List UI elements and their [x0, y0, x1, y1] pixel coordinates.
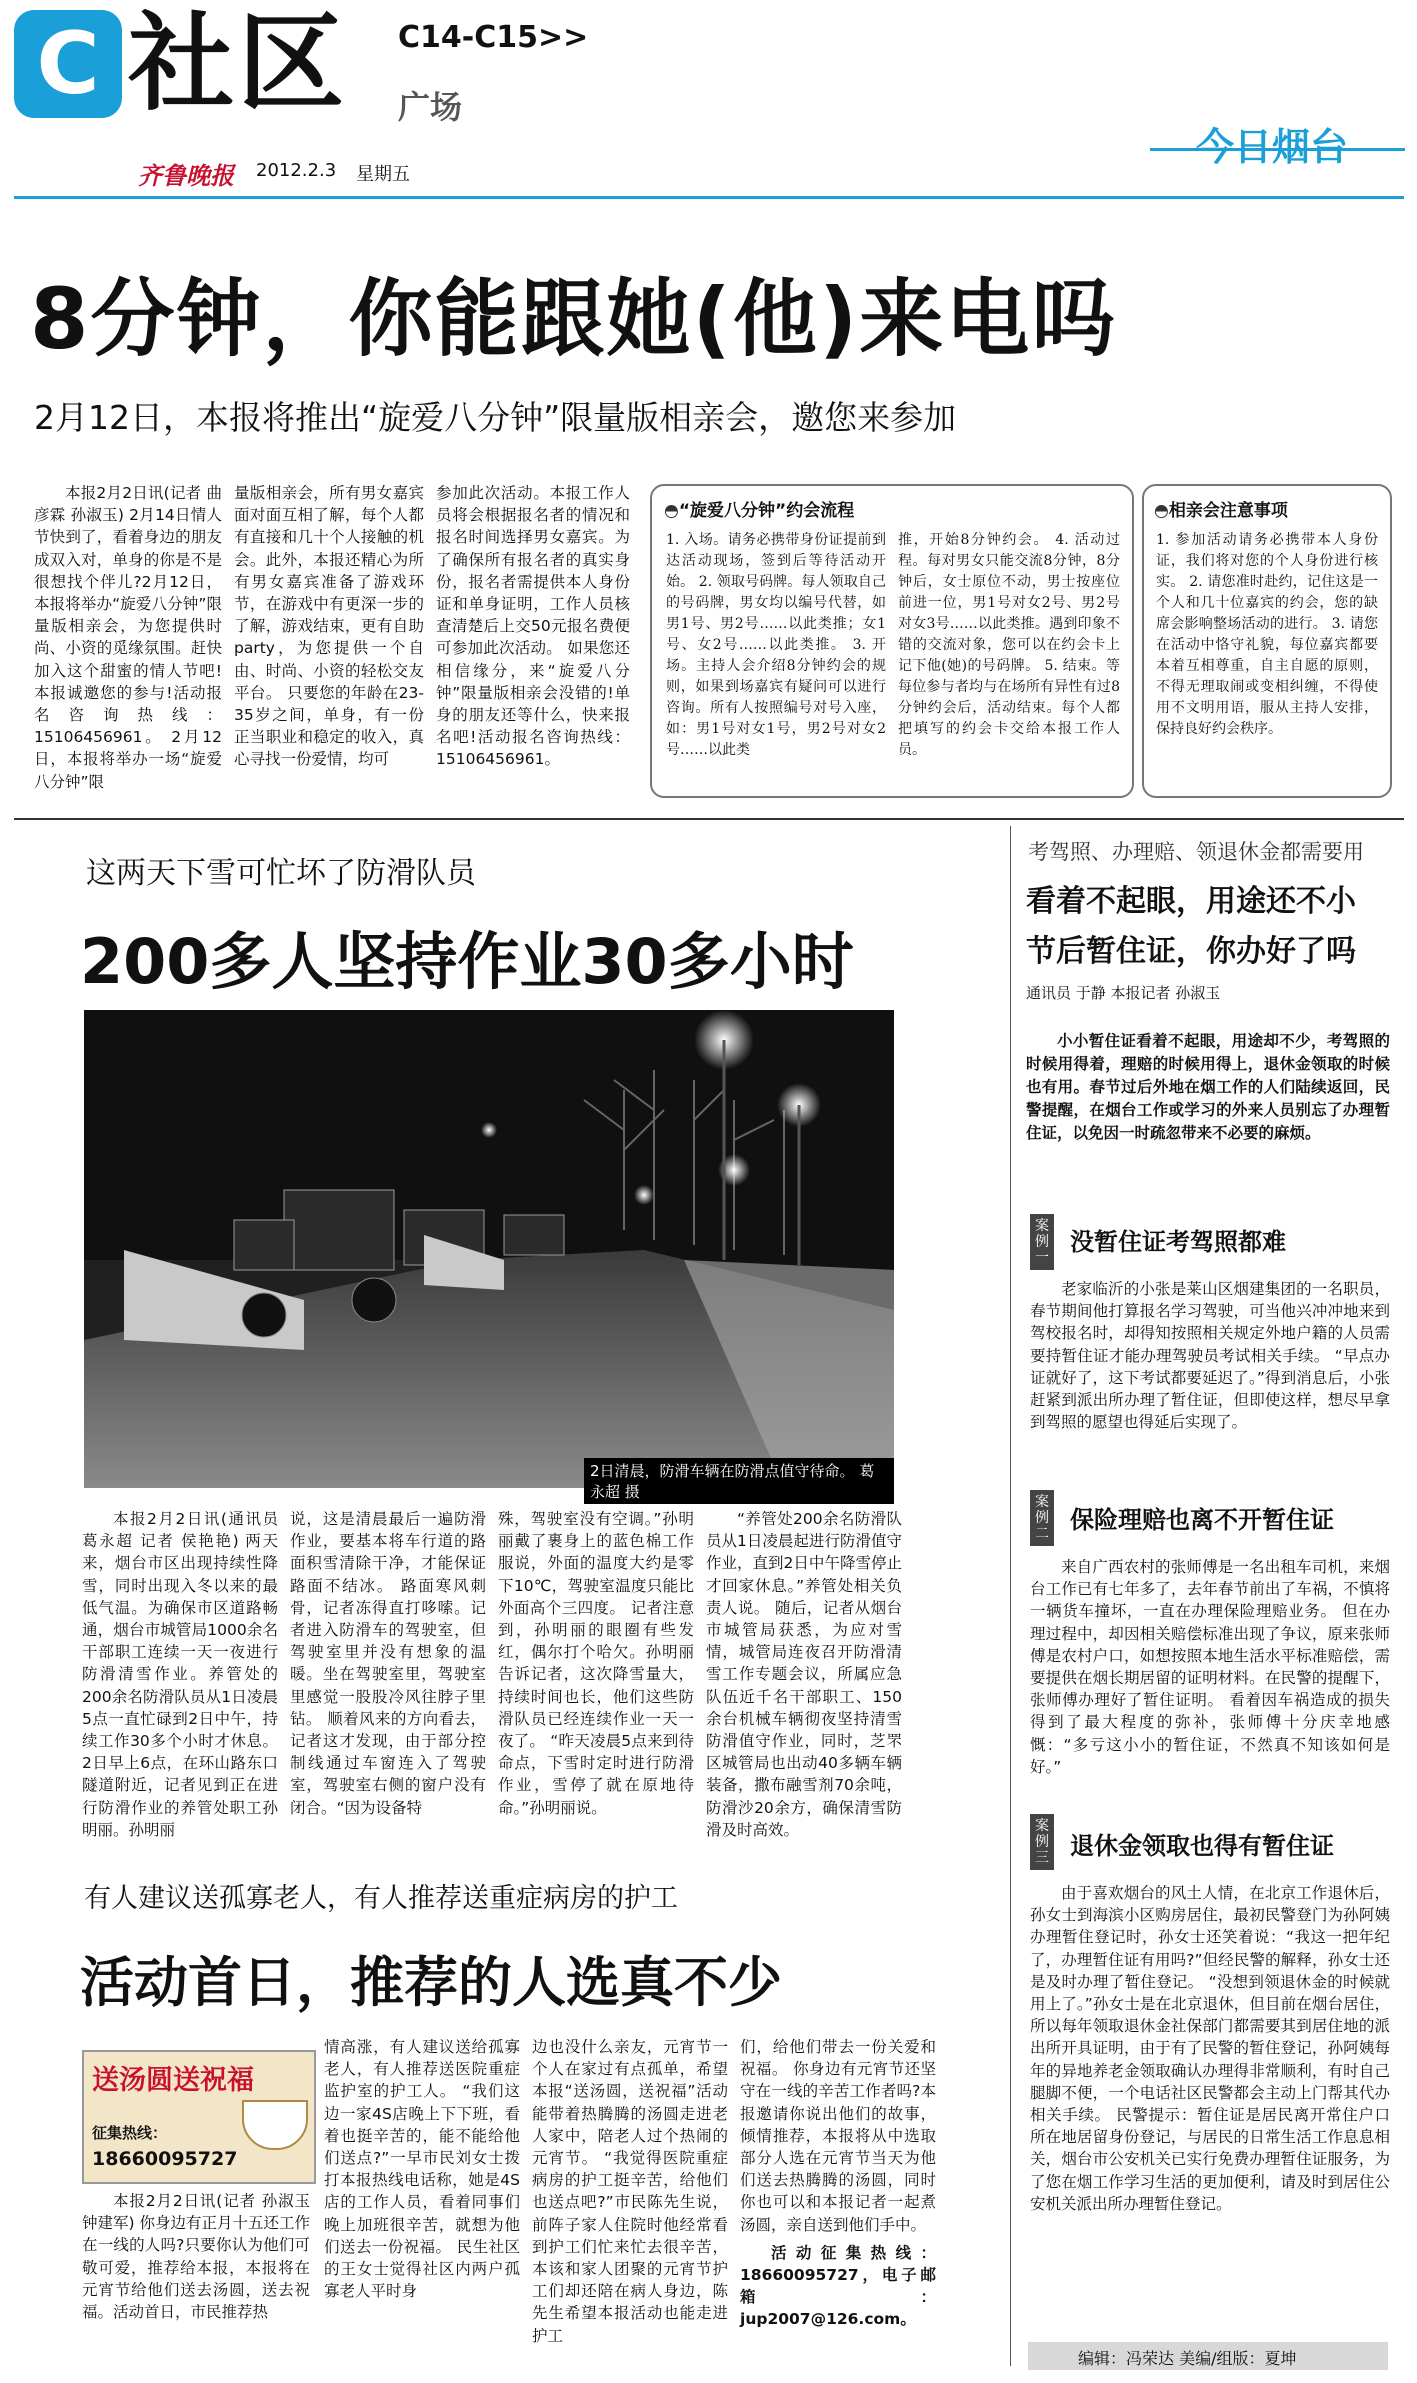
sidebar-headline-2: 节后暂住证，你办好了吗	[1026, 934, 1356, 969]
promo-bowl-icon	[242, 2100, 308, 2150]
story3-kicker: 有人建议送孤寡老人，有人推荐送重症病房的护工	[84, 1883, 678, 1914]
story2-column-2: 说，这是清晨最后一遍防滑作业，要基本将车行道的路面积雪清除干净，才能保证路面不结冰。 路面寒风刺骨，记者冻得直打哆嗦。记者进入防滑车的驾驶室，但驾驶室里并没有想象的温暖。坐在驾驶室里，驾驶室里感觉一股股冷风往脖子里钻。 顺着风来的方向看去，记者这才发现，由于部分控制线通过车窗连入了驾驶室，驾驶室右侧的窗户没有闭合。“因为设备特	[290, 1510, 486, 1817]
credits-text: 编辑：冯荣达 美编/组版：夏坤	[1078, 2349, 1297, 2368]
case2-text: 来自广西农村的张师傅是一名出租车司机，来烟台工作已有七年多了，去年春节前出了车祸，不慎将一辆货车撞坏，一直在办理保险理赔业务。 但在办理过程中，却因相关赔偿标准出现了争议，原来张师傅是农村户口，如想按照本地生活水平标准赔偿，需要提供在烟长期居留的证明材料。在民警的提醒下，张师傅办理好了暂住证明。 看着因车祸造成的损失得到了最大程度的弥补，张师傅十分庆幸地感慨：“多亏这小小的暂住证，不然真不知该如何是好。”	[1030, 1558, 1390, 1776]
notes-title: ◓相亲会注意事项	[1154, 501, 1288, 521]
section-title: 社区	[128, 2, 348, 125]
credits-bar	[1028, 2342, 1388, 2370]
case3-text: 由于喜欢烟台的风土人情，在北京工作退休后，孙女士到海滨小区购房居住，最初民警登门为孙阿姨办理暂住登记时，孙女士还笑着说：“我这一把年纪了，办理暂住证有用吗?”但经民警的解释，孙女士还是及时办理了暂住登记。 “没想到领退休金的时候就用上了。”孙女士是在北京退休，但目前在烟台居住，所以每年领取退休金社保部门都需要其到居住地的派出所开具证明，由于有了民警的暂住登记，孙阿姨每年的异地养老金领取确认办理得非常顺利，有时自己腿脚不便，一个电话社区民警都会主动上门帮其代办相关手续。 民警提示：暂住证是居民离开常住户口所在地居留身份登记，与居民的日常生活工作息息相关，烟台市公安机关已实行免费办理暂住证服务，为了您在烟工作学习生活的更加便利，请及时到居住公安机关派出所办理暂住登记。	[1030, 1884, 1390, 2213]
issue-weekday: 星期五	[356, 164, 410, 185]
masthead	[0, 0, 1417, 200]
case1-label: 案例一	[1030, 1214, 1054, 1270]
date-flow-box	[650, 484, 1134, 798]
subsection-label: 广场	[398, 88, 463, 126]
heart-icon: ◓	[664, 501, 679, 521]
promo-box	[82, 2050, 316, 2184]
sidebar-byline: 通讯员 于静 本报记者 孙淑玉	[1026, 984, 1221, 1002]
promo-phone: 18660095727	[92, 2148, 238, 2170]
sidebar-divider	[1010, 826, 1011, 2366]
story1-column-2: 量版相亲会，所有男女嘉宾面对面互相了解，每个人都有直接和几十个人接触的机会。此外，本报还精心为所有男女嘉宾准备了游戏环节，在游戏中有更深一步的了解，游戏结束，更有自助party，为您提供一个自由、时尚、小资的轻松交友平台。 只要您的年龄在23-35岁之间，单身，有一份正当职业和稳定的收入，真心寻找一份爱情，均可	[234, 484, 424, 769]
story3-column-4: 们，给他们带去一份关爱和祝福。 你身边有元宵节还坚守在一线的辛苦工作者吗?本报邀请你说出他们的故事，倾情推荐，本报将从中选取部分人选在元宵节当天为他们送去热腾腾的汤圆，同时你也可以和本报记者一起煮汤圆，亲自送到他们手中。 活动征集热线：18660095727，电子邮箱：jup2007@126.com。	[740, 2036, 936, 2331]
story3-headline: 活动首日，推荐的人选真不少	[80, 1951, 782, 2014]
story1-subhead: 2月12日，本报将推出“旋爱八分钟”限量版相亲会，邀您来参加	[34, 398, 957, 437]
story1-headline: 8分钟，你能跟她(他)来电吗	[30, 270, 1118, 368]
case3-label: 案例三	[1030, 1814, 1054, 1870]
promo-label: 征集热线：	[92, 2124, 168, 2142]
date-flow-col-2: 推，开始8分钟约会。 4. 活动过程。每对男女只能交流8分钟，8分钟后，女士原位不动，男士按座位前进一位，男1号对女2号、男2号对女3号……以此类推。遇到印象不错的交流对象，您可以在约会卡上记下他(她)的号码牌。 5. 结束。等每位参与者均与在场所有异性有过8分钟约会后，活动结束。每个人都把填写的约会卡交给本报工作人员。	[898, 532, 1120, 758]
notes-body: 1. 参加活动请务必携带本人身份证，我们将对您的个人身份进行核实。 2. 请您准时赴约，记住这是一个人和几十位嘉宾的约会，您的缺席会影响整场活动的进行。 3. 请您在活动中恪守礼貌，每位嘉宾都要本着互相尊重，自主自愿的原则，不得无理取闹或变相纠缠，不得使用不文明用语，服从主持人安排，保持良好约会秩序。	[1156, 532, 1378, 737]
sidebar-lead: 小小暂住证看着不起眼，用途却不少，考驾照的时候用得着，理赔的时候用得上，退休金领取的时候也有用。春节过后外地在烟工作的人们陆续返回，民警提醒，在烟台工作或学习的外来人员别忘了办理暂住证，以免因一时疏忽带来不必要的麻烦。	[1026, 1032, 1390, 1142]
date-flow-col-1: 1. 入场。请务必携带身份证提前到达活动现场，签到后等待活动开始。 2. 领取号码牌。每人领取自己的号码牌，男女均以编号代替，如男1号、男2号……以此类推；女1号、女2号……以此类推。 3. 开场。主持人会介绍8分钟约会的规则，如果到场嘉宾有疑问可以进行咨询。所有人按照编号对号入座，如：男1号对女1号，男2号对女2号……以此类	[666, 532, 886, 758]
story1-column-1: 本报2月2日讯(记者 曲彦霖 孙淑玉) 2月14日情人节快到了，看着身边的朋友成双入对，单身的你是不是很想找个伴儿?2月12日，本报将举办“旋爱八分钟”限量版相亲会，为您提供时尚、小资的觅缘氛围。赶快加入这个甜蜜的情人节吧!本报诚邀您的参与!活动报名咨询热线：15106456961。 2月12日，本报将举办一场“旋爱八分钟”限	[34, 484, 222, 791]
edition-label: 今日烟台	[1196, 125, 1349, 169]
promo-title: 送汤圆送祝福	[92, 2065, 254, 2096]
story2-headline: 200多人坚持作业30多小时	[80, 925, 854, 998]
snow-plow-photo	[84, 1010, 894, 1501]
story3-contact: 活动征集热线：18660095727，电子邮箱：jup2007@126.com。	[740, 2243, 936, 2329]
section-logo-letter: C	[36, 14, 100, 114]
case1-title: 没暂住证考驾照都难	[1070, 1228, 1286, 1256]
date-flow-title: ◓“旋爱八分钟”约会流程	[664, 501, 855, 521]
sidebar-headline-1: 看着不起眼，用途还不小	[1026, 884, 1356, 919]
paper-name: 齐鲁晚报	[138, 161, 234, 190]
sidebar-kicker: 考驾照、办理赔、领退休金都需要用	[1028, 840, 1364, 864]
story2-column-3: 殊，驾驶室没有空调。”孙明丽戴了裹身上的蓝色棉工作服说，外面的温度大约是零下10℃，驾驶室温度只能比外面高个三四度。 记者注意到，孙明丽的眼圈有些发红，偶尔打个哈欠。孙明丽告诉记者，这次降雪量大，持续时间也长，他们这些防滑队员已经连续作业一天一夜了。 “昨天凌晨5点来到待命点，下雪时定时进行防滑作业，雪停了就在原地待命。”孙明丽说。	[498, 1510, 694, 1817]
story3-column-1: 本报2月2日讯(记者 孙淑玉 钟建军) 你身边有正月十五还工作在一线的人吗?只要你认为他们可敬可爱，推荐给本报，本报将在元宵节给他们送去汤圆，送去祝福。活动首日，市民推荐热	[82, 2192, 310, 2322]
case2-label: 案例二	[1030, 1490, 1054, 1546]
story2-kicker: 这两天下雪可忙坏了防滑队员	[86, 856, 476, 891]
story3-column-3: 边也没什么亲友，元宵节一个人在家过有点孤单，希望本报“送汤圆，送祝福”活动能带着热腾腾的汤圆走进老人家中，陪老人过个热闹的元宵节。 “我觉得医院重症病房的护工挺辛苦，给他们也送点吧?”市民陈先生说，前阵子家人住院时他经常看到护工们忙来忙去很辛苦，本该和家人团聚的元宵节护工们却还陪在病人身边，陈先生希望本报活动也能走进护工	[532, 2038, 728, 2345]
snow-plow-photo-art	[84, 1010, 894, 1488]
case2-title: 保险理赔也离不开暂住证	[1070, 1506, 1334, 1534]
page-reference: C14-C15>>	[398, 20, 589, 55]
section-divider	[14, 818, 1404, 820]
masthead-bottom-rule	[14, 196, 1404, 199]
notes-box	[1142, 484, 1392, 798]
story1-column-3: 参加此次活动。本报工作人员将会根据报名者的情况和报名时间选择男女嘉宾。为了确保所有报名者的真实身份，报名者需提供本人身份证和单身证明，工作人员核查清楚后上交50元报名费便可参加此次活动。 如果您还相信缘分，来“旋爱八分钟”限量版相亲会没错的!单身的朋友还等什么，快来报名吧!活动报名咨询热线：15106456961。	[436, 484, 630, 769]
story2-column-1: 本报2月2日讯(通讯员 葛永超 记者 侯艳艳) 两天来，烟台市区出现持续性降雪，同时出现入冬以来的最低气温。为确保市区道路畅通，烟台市城管局1000余名干部职工连续一天一夜进行防滑清雪作业。养管处的200余名防滑队员从1日凌晨5点一直忙碌到2日中午，持续工作30多个小时才休息。 2日早上6点，在环山路东口隧道附近，记者见到正在进行防滑作业的养管处职工孙明丽。孙明丽	[82, 1510, 278, 1839]
case1-text: 老家临沂的小张是莱山区烟建集团的一名职员，春节期间他打算报名学习驾驶，可当他兴冲冲地来到驾校报名时，却得知按照相关规定外地户籍的人员需要持暂住证才能办理驾驶员考试相关手续。 “早点办证就好了，这下考试都要延迟了。”得到消息后，小张赶紧到派出所办理了暂住证，但即使这样，想尽早拿到驾照的愿望也得延后实现了。	[1030, 1280, 1390, 1432]
story3-column-2: 情高涨，有人建议送给孤寡老人，有人推荐送医院重症监护室的护工人。 “我们这边一家4S店晚上下下班，看着也挺辛苦的，能不能给他们送点?”一早市民刘女士拨打本报热线电话称，她是4S店的工作人员，看着同事们晚上加班很辛苦，就想为他们送去一份祝福。 民生社区的王女士觉得社区内两户孤寡老人平时身	[324, 2038, 520, 2301]
story2-column-4: “养管处200余名防滑队员从1日凌晨起进行防滑值守作业，直到2日中午降雪停止才回家休息。”养管处相关负责人说。 随后，记者从烟台市城管局获悉，为应对雪情，城管局连夜召开防滑清雪工作专题会议，所属应急队伍近千名干部职工、150余台机械车辆彻夜坚持清雪防滑值守作业，同时，芝罘区城管局也出动40多辆车辆装备，撒布融雪剂70余吨，防滑沙20余方，确保清雪防滑及时高效。	[706, 1510, 902, 1839]
photo-caption: 2日清晨，防滑车辆在防滑点值守待命。 葛永超 摄	[584, 1458, 894, 1504]
heart-icon: ◓	[1154, 501, 1169, 521]
issue-date: 2012.2.3	[256, 160, 337, 181]
case3-title: 退休金领取也得有暂住证	[1070, 1832, 1334, 1860]
